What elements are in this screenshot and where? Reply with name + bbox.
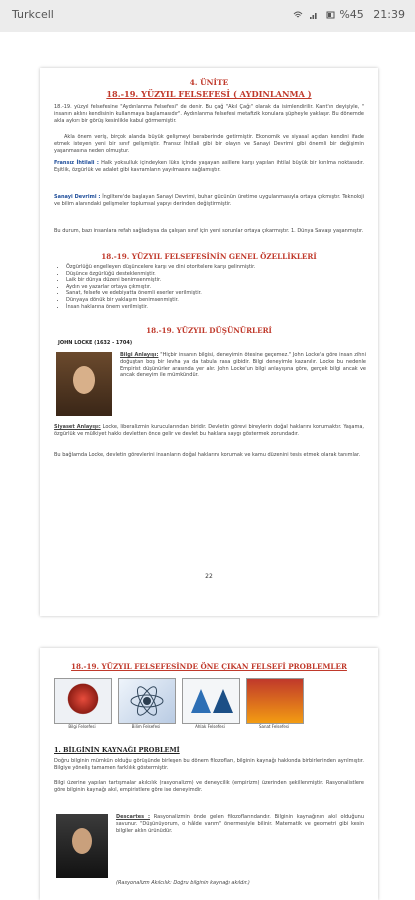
page-title: 18.-19. YÜZYIL FELSEFESİ ( AYDINLANMA ) — [106, 89, 312, 99]
thinkers-heading: 18.-19. YÜZYIL DÜŞÜNÜRLERİ — [146, 326, 272, 335]
knowledge-philosophy-image — [54, 678, 112, 724]
image-caption: Bilgi Felsefesi — [68, 724, 96, 729]
battery-level: %45 — [339, 8, 364, 21]
locke-bio-text: "Hiçbir insanın bilgisi, deneyimin ötesine geçemez." John Locke'a göre insan zihni doğuştan boş bir levha ya da tabula rasa gibidir. Bilgi deneyimle kazanılır. Locke bu nedenle Empirist düşünürler arasında yer alır. John Locke'un bilgi anlayışına göre, gerçek bilgi ancak ve ancak deneyim ile mümkündür. — [120, 352, 366, 379]
image-caption: Bilim Felsefesi — [131, 724, 161, 729]
feature-item: • Aydın ve yazarlar ortaya çıkmıştır. — [66, 284, 366, 291]
item2-text: İngiltere'de başlayan Sanayi Devrimi, buhar gücünün üretime uygulanmasıyla ortaya çıkmıştır. Teknoloji ve bilim alanındaki gelişmeler toplumsal yapıyı derinden değiştirmiştir. — [54, 194, 364, 207]
battery-icon — [326, 10, 336, 20]
document-page-1 — [40, 68, 378, 616]
status-bar — [0, 0, 415, 32]
descartes-body: Rasyonalizmin önde gelen filozoflarındandır. Bilginin kaynağının akıl olduğunu savunur. "Düşünüyorum, o hâlde varım" önermesiyle bilinir. Matematik ve geometri gibi kesin bilgiler aklın ürünüdür. — [116, 814, 365, 834]
portrait-face — [72, 828, 92, 854]
features-heading: 18.-19. YÜZYIL FELSEFESİNİN GENEL ÖZELLİKLERİ — [101, 252, 317, 261]
knowledge-paragraph-1: Doğru bilginin mümkün olduğu görüşünde birleşen bu dönem filozofları, bilginin kaynağı hakkında birbirlerinden ayrılmıştır. Bilgiye yöneliş tamamen farklılık göstermiştir. — [54, 758, 364, 771]
problem-images-strip — [54, 678, 364, 734]
feature-item: • Düşünce özgürlüğü desteklenmiştir. — [66, 271, 366, 278]
item-french-revolution — [54, 160, 364, 174]
descartes-portrait — [56, 814, 108, 878]
page-number: 22 — [205, 573, 213, 580]
descartes-footer: (Rasyonalizm Akılcılık: Doğru bilginin kaynağı akıldır.) — [116, 880, 250, 886]
portrait-face — [73, 366, 95, 394]
locke-pol-label: Siyaset Anlayışı: — [54, 424, 101, 430]
clock: 21:39 — [373, 8, 405, 21]
status-right — [290, 8, 405, 21]
features-list — [54, 264, 366, 310]
locke-politics — [54, 424, 364, 438]
locke-bio-label: Bilgi Anlayışı: — [120, 352, 159, 358]
feature-item: • Dünyaya dönük bir yaklaşım benimsenmiştir. — [66, 297, 366, 304]
document-page-2 — [40, 648, 378, 900]
ethics-philosophy-image — [182, 678, 240, 724]
feature-item: • Laik bir dünya düzeni benimsenmiştir. — [66, 277, 366, 284]
science-philosophy-image — [118, 678, 176, 724]
wifi-icon — [293, 10, 303, 20]
intro-paragraph-1: 18.-19. yüzyıl felsefesine "Aydınlanma Felsefesi" de denir. Bu çağ "Akıl Çağı" olarak da isimlendirilir. Kant'ın deyişiyle, " insanın aklını kendisinin kullanmaya başlamasıdır". Aydınlanma felsefesi metafizik konulara şüpheyle yaklaşır. Bu dönemde akla aykırı bir görüş kesinlikle kabul görmemiştir. — [54, 104, 364, 124]
closing-paragraph: Bu durum, bazı insanlara refah sağladıysa da çalışan sınıf için yeni sorunlar ortaya çıkarmıştır. 1. Dünya Savaşı yaşanmıştır. — [54, 228, 364, 234]
locke-bio — [120, 352, 366, 379]
feature-item: • Sanat, felsefe ve edebiyatta önemli eserler verilmiştir. — [66, 290, 366, 297]
feature-item: • İnsan haklarına önem verilmiştir. — [66, 304, 366, 311]
item1-text: Halk yoksulluk içindeyken lüks içinde yaşayan asillere karşı yapılan ihtilal büyük bir kırılma noktasıdır. Eşitlik, özgürlük ve adalet gibi kavramların yayılmasını sağlamıştır. — [54, 160, 364, 173]
knowledge-source-heading: 1. BİLGİNİN KAYNAĞI PROBLEMİ — [54, 746, 180, 754]
image-caption: Sanat Felsefesi — [258, 724, 290, 729]
intro-paragraph-2: Akla önem veriş, birçok alanda büyük gelişmeyi beraberinde getirmiştir. Ekonomik ve siyasal açıdan kendini ifade etmek isteyen yeni bir sınıf gelişmiştir. Fransız İhtilali gibi bir olayın ve Sanayi Devrimi gibi önemli bir değişimin yaşanmasına neden olmuştur. — [54, 134, 364, 154]
art-philosophy-image — [246, 678, 304, 724]
feature-item: • Özgürlüğü engelleyen düşüncelere karşı ve dini otoritelere karşı gelinmiştir. — [66, 264, 366, 271]
descartes-text — [116, 814, 364, 834]
item2-title: Sanayi Devrimi : — [54, 194, 101, 200]
carrier-label: Turkcell — [12, 8, 54, 21]
descartes-label: Descartes : — [116, 814, 151, 820]
problems-heading: 18.-19. YÜZYIL FELSEFESİNDE ÖNE ÇIKAN FELSEFİ PROBLEMLER — [71, 662, 347, 671]
item1-title: Fransız İhtilali : — [54, 160, 99, 166]
knowledge-paragraph-2: Bilgi üzerine yapılan tartışmalar akılcılık (rasyonalizm) ve deneycilik (empirizm) üzerinden şekillenmiştir. Rasyonalistlere göre bilginin kaynağı akıl, empiristlere göre ise deneyimdir. — [54, 780, 364, 793]
thinker-name: JOHN LOCKE (1632 - 1704) — [58, 340, 133, 346]
john-locke-portrait — [56, 352, 112, 416]
locke-pol-text: Locke, liberalizmin kurucularından biridir. Devletin görevi bireylerin doğal haklarını korumaktır. Yaşama, özgürlük ve mülkiyet hakkı devletten önce gelir ve devlet bu haklara saygı göstermek zorundadır. — [54, 424, 365, 437]
signal-icon — [309, 10, 319, 20]
locke-conclusion: Bu bağlamda Locke, devletin görevlerini insanların doğal haklarını korumak ve kamu düzenini tesis etmek olarak tanımlar. — [54, 452, 361, 458]
image-caption: Ahlak Felsefesi — [195, 724, 225, 729]
unit-heading: 4. ÜNİTE — [189, 78, 229, 87]
item-industrial-revolution — [54, 194, 364, 208]
